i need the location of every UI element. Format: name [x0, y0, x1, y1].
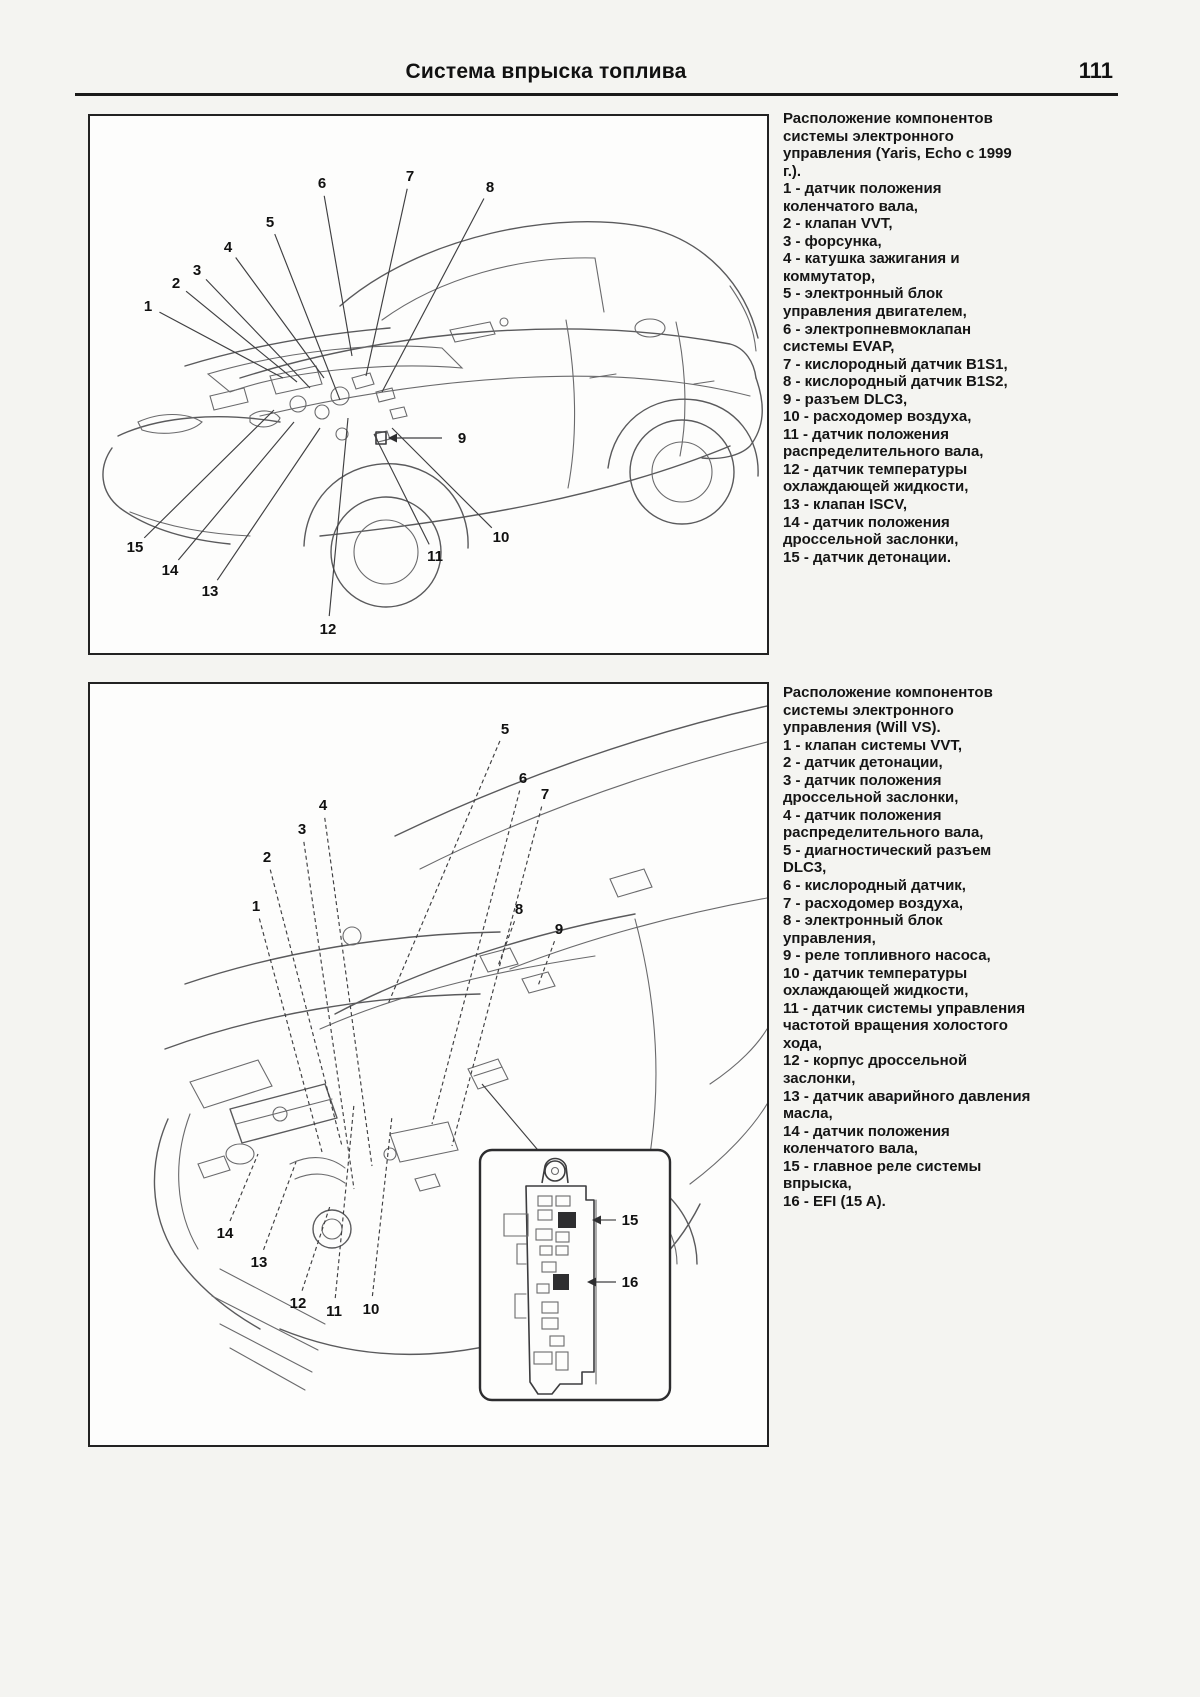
page-title: Система впрыска топлива: [405, 60, 687, 83]
figure1-items: [783, 180, 1033, 566]
figure2-caption-title: Расположение компонентов системы электронного управления (Will VS).: [783, 684, 993, 737]
caption-item: 5 - электронный блок управления двигателем,: [783, 285, 967, 321]
caption-item: 2 - датчик детонации,: [783, 754, 943, 772]
caption-item: 5 - диагностический разъем DLC3,: [783, 841, 992, 877]
callout-number-6: 6: [518, 770, 528, 787]
header-rule: [75, 93, 1118, 96]
callout-number-14: 14: [216, 1225, 234, 1242]
callout-number-7: 7: [540, 786, 550, 803]
callout-number-10: 10: [492, 529, 510, 546]
caption-item: 16 - EFI (15 A).: [783, 1192, 886, 1210]
caption-item: 13 - клапан ISCV,: [783, 496, 908, 514]
callout-number-13: 13: [250, 1254, 268, 1271]
caption-item: 7 - расходомер воздуха,: [783, 894, 964, 912]
caption-item: 12 - датчик температуры охлаждающей жидкости,: [783, 460, 969, 496]
callout-leader-line: [392, 428, 492, 528]
callout-number-1: 1: [251, 898, 261, 915]
callout-leader-line: [388, 741, 500, 1004]
car-outline: [154, 706, 767, 1390]
callout-leader-line: [304, 842, 354, 1189]
callout-leader-line: [275, 234, 340, 400]
caption-item: 8 - кислородный датчик B1S2,: [783, 373, 1008, 391]
caption-item: 13 - датчик аварийного давления масла,: [783, 1087, 1031, 1123]
callout-number-11: 11: [427, 548, 443, 565]
callout-number-14: 14: [161, 562, 179, 579]
callout-number-13: 13: [201, 583, 219, 600]
caption-item: 10 - датчик температуры охлаждающей жидкости,: [783, 964, 969, 1000]
inset-box: [480, 1150, 670, 1400]
caption-item: 6 - кислородный датчик,: [783, 877, 966, 895]
figure2-items: [783, 737, 1033, 1211]
caption-item: 9 - реле топливного насоса,: [783, 947, 991, 965]
callout-leader-line: [329, 418, 348, 616]
callout-leader-line: [159, 312, 283, 378]
caption-item: 10 - расходомер воздуха,: [783, 408, 972, 426]
callout-leader-line: [264, 1162, 296, 1250]
callout-leader-line: [374, 434, 429, 544]
callout-number-4: 4: [318, 797, 328, 814]
figure2-box: [88, 682, 769, 1447]
page-number: 111: [1078, 58, 1113, 83]
caption-item: 3 - датчик положения дроссельной заслонки,: [783, 771, 959, 807]
caption-item: 4 - датчик положения распределительного вала,: [783, 806, 984, 842]
callout-number-8: 8: [485, 179, 495, 196]
caption-item: 1 - датчик положения коленчатого вала,: [783, 180, 942, 215]
callout-leader-line: [144, 410, 274, 538]
caption-item: 1 - клапан системы VVT,: [783, 736, 963, 754]
callout-number-9: 9: [554, 921, 564, 938]
callout-number-16: 16: [621, 1274, 639, 1291]
callout-number-5: 5: [500, 721, 510, 738]
caption-item: 8 - электронный блок управления,: [783, 912, 943, 947]
caption-item: 11 - датчик системы управления частотой вращения холостого хода,: [783, 999, 1026, 1052]
caption-item: 9 - разъем DLC3,: [783, 390, 908, 408]
figure1-box: [88, 114, 769, 655]
figure1-caption-title: Расположение компонентов системы электронного управления (Yaris, Echo с 1999 г.).: [783, 110, 1012, 180]
caption-item: 6 - электропневмоклапан системы EVAP,: [783, 320, 972, 356]
caption-item: 14 - датчик положения коленчатого вала,: [783, 1122, 950, 1158]
callout-leader-line: [324, 196, 352, 356]
callout-number-4: 4: [223, 239, 233, 256]
callout-number-12: 12: [289, 1295, 307, 1312]
arrowhead-icon: [388, 434, 397, 443]
callout-number-9: 9: [457, 430, 467, 447]
callout-leader-line: [335, 1104, 354, 1298]
callout-leader-line: [325, 818, 372, 1166]
callout-leader-line: [452, 807, 542, 1146]
callout-number-11: 11: [326, 1303, 342, 1320]
callout-number-3: 3: [297, 821, 307, 838]
callout-number-3: 3: [192, 262, 202, 279]
figure2-drawing: [90, 684, 767, 1445]
figure1-drawing: [90, 116, 767, 653]
figure2-caption: [783, 684, 1033, 1210]
callout-number-7: 7: [405, 168, 415, 185]
caption-item: 15 - датчик детонации.: [783, 548, 952, 566]
figure1-caption: [783, 110, 1033, 566]
callout-leader-line: [259, 919, 322, 1152]
caption-item: 3 - форсунка,: [783, 232, 882, 250]
callout-leader-line: [372, 1116, 392, 1296]
rear-wheel: [608, 399, 758, 524]
caption-item: 4 - катушка зажигания и коммутатор,: [783, 250, 960, 285]
callout-leader-line: [206, 279, 310, 388]
callout-number-1: 1: [143, 298, 153, 315]
callout-number-12: 12: [319, 621, 337, 638]
callout-leader-line: [270, 870, 342, 1146]
callout-number-5: 5: [265, 214, 275, 231]
callout-number-2: 2: [171, 275, 181, 292]
caption-item: 7 - кислородный датчик B1S1,: [783, 355, 1008, 373]
engine-components: [210, 366, 407, 442]
caption-item: 14 - датчик положения дроссельной заслонки,: [783, 513, 959, 549]
callout-leader-line: [382, 199, 484, 392]
caption-item: 12 - корпус дроссельной заслонки,: [783, 1052, 968, 1088]
caption-item: 2 - клапан VVT,: [783, 215, 893, 233]
caption-item: 15 - главное реле системы впрыска,: [783, 1157, 982, 1193]
callout-number-8: 8: [514, 901, 524, 918]
callout-number-2: 2: [262, 849, 272, 866]
callout-number-15: 15: [126, 539, 144, 556]
callout-leader-line: [432, 791, 520, 1124]
callout-number-15: 15: [621, 1212, 639, 1229]
callout-number-6: 6: [317, 175, 327, 192]
callout-leader-line: [178, 422, 294, 560]
callout-number-10: 10: [362, 1301, 380, 1318]
callout-leader-line: [186, 291, 297, 382]
caption-item: 11 - датчик положения распределительного вала,: [783, 425, 984, 461]
